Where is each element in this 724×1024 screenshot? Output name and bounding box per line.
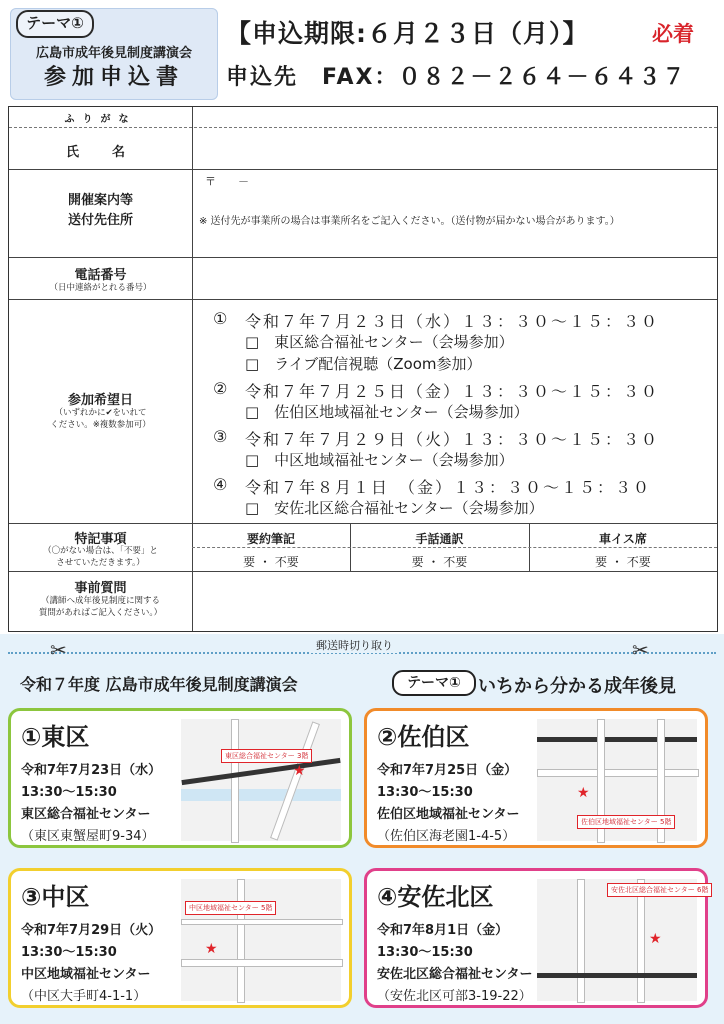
address-label-1: 開催案内等	[67, 193, 133, 208]
date-note-2: ください。※複数参加可）	[50, 420, 151, 430]
question-label: 事前質問	[74, 581, 127, 596]
option-1-number: ①	[213, 309, 230, 328]
special-col-3-head: 車イス席	[599, 532, 647, 546]
map-label: 東区総合福祉センター 3階	[221, 749, 312, 763]
map-label: 佐伯区地域福祉センター 5階	[577, 815, 675, 829]
special-label: 特記事項	[74, 532, 127, 547]
event-subtitle: 広島市成年後見制度講演会	[35, 46, 192, 61]
map-label: 安佐北区総合福祉センター 6階	[607, 883, 712, 897]
option-1-venue-checkbox[interactable]: □ 東区総合福祉センター（会場参加）	[245, 333, 514, 351]
option-1-zoom-checkbox[interactable]: □ ライブ配信視聴（Zoom参加）	[245, 355, 482, 373]
option-2-date: 令和７年７月２５日（金）１３：３０～１５：３０	[245, 382, 660, 401]
location-pin-icon: ★	[293, 763, 306, 779]
venue-building: 安佐北区総合福祉センター	[377, 967, 533, 982]
venue-name: ③中区	[21, 883, 90, 911]
furigana-label: ふりがな	[64, 114, 137, 125]
venue-building: 東区総合福祉センター	[21, 807, 151, 822]
option-2-number: ②	[213, 379, 230, 398]
option-4-number: ④	[213, 475, 230, 494]
fax-number: 申込先 FAX：０８２－２６４－６４３７	[226, 65, 687, 90]
divider	[9, 127, 717, 128]
venue-card-asakita	[364, 868, 708, 1008]
divider	[9, 299, 717, 300]
venue-name: ①東区	[21, 723, 90, 751]
application-form	[8, 106, 718, 632]
location-pin-icon: ★	[577, 785, 590, 801]
venue-time: 13:30～15:30	[21, 785, 117, 800]
venue-card-naka	[8, 868, 352, 1008]
date-label: 参加希望日	[67, 393, 133, 408]
venue-building: 中区地域福祉センター	[21, 967, 151, 982]
special-col-3-choice[interactable]: 要 ・ 不要	[595, 555, 651, 569]
venue-time: 13:30～15:30	[21, 945, 117, 960]
question-field[interactable]	[194, 573, 714, 629]
venue-map	[537, 719, 697, 841]
required-badge: 必着	[652, 22, 694, 46]
divider	[9, 257, 717, 258]
deadline: 【申込期限:６月２３日（月）】	[226, 19, 589, 48]
venue-date: 令和7年8月1日（金）	[377, 923, 509, 938]
form-title: 参加申込書	[43, 65, 184, 90]
special-col-2-choice[interactable]: 要 ・ 不要	[411, 555, 468, 569]
theme-badge: テーマ①	[392, 670, 476, 696]
divider	[9, 571, 717, 572]
venue-date: 令和7年7月29日（火）	[21, 923, 162, 938]
postal-mark: 〒 －	[205, 175, 249, 188]
divider	[192, 547, 717, 548]
scissors-icon: ✂	[632, 638, 649, 662]
special-note-1: （〇がない場合は、「不要」と	[43, 546, 158, 556]
venue-card-higashi	[8, 708, 352, 848]
venue-map	[181, 719, 341, 841]
divider	[9, 523, 717, 524]
phone-field[interactable]	[194, 259, 714, 297]
venue-name: ④安佐北区	[377, 883, 494, 911]
venue-map	[181, 879, 341, 1001]
phone-label: 電話番号	[74, 268, 127, 283]
venue-address: （中区大手町4-1-1）	[21, 989, 147, 1004]
venue-map	[537, 879, 709, 1001]
furigana-field[interactable]	[194, 107, 714, 127]
venue-building: 佐伯区地域福祉センター	[377, 807, 520, 822]
question-note-1: （講師へ成年後見制度に関する	[40, 596, 160, 606]
option-3-date: 令和７年７月２９日（火）１３：３０～１５：３０	[245, 430, 660, 449]
cut-label: 郵送時切り取り	[310, 637, 399, 653]
question-note-2: 質問があればご記入ください。）	[38, 608, 163, 618]
name-field[interactable]	[194, 129, 714, 167]
venue-address: （東区東蟹屋町9-34）	[21, 829, 155, 844]
event-title: 令和７年度 広島市成年後見制度講演会	[20, 675, 298, 694]
divider	[9, 169, 717, 170]
option-2-venue-checkbox[interactable]: □ 佐伯区地域福祉センター（会場参加）	[245, 403, 529, 421]
option-3-venue-checkbox[interactable]: □ 中区地域福祉センター（会場参加）	[245, 451, 514, 469]
option-4-date: 令和７年８月１日 （金）１３：３０～１５：３０	[245, 478, 652, 497]
venue-time: 13:30～15:30	[377, 785, 473, 800]
venue-card-saeki	[364, 708, 708, 848]
venue-address: （佐伯区海老園1-4-5）	[377, 829, 516, 844]
location-pin-icon: ★	[649, 931, 662, 947]
special-col-1-choice[interactable]: 要 ・ 不要	[243, 555, 299, 569]
option-1-date: 令和７年７月２３日（水）１３：３０～１５：３０	[245, 312, 660, 331]
option-4-venue-checkbox[interactable]: □ 安佐北区総合福祉センター（会場参加）	[245, 499, 544, 517]
special-note-2: させていただきます。）	[56, 558, 145, 568]
address-field[interactable]	[194, 171, 714, 205]
phone-note: （日中連絡がとれる番号）	[49, 283, 152, 293]
address-note: ※ 送付先が事業所の場合は事業所名をご記入ください。（送付物が届かない場合があります。）	[199, 216, 620, 227]
name-label: 氏 名	[65, 145, 135, 160]
option-3-number: ③	[213, 427, 230, 446]
special-col-1-head: 要約筆記	[246, 532, 295, 546]
venue-name: ②佐伯区	[377, 723, 470, 751]
address-label-2: 送付先住所	[67, 213, 133, 228]
theme-badge: テーマ①	[16, 10, 94, 38]
venue-date: 令和7年7月25日（金）	[377, 763, 518, 778]
date-note-1: （いずれかに✔をいれて	[54, 408, 147, 418]
venue-address: （安佐北区可部3-19-22）	[377, 989, 532, 1004]
venue-time: 13:30～15:30	[377, 945, 473, 960]
scissors-icon: ✂	[50, 638, 67, 662]
venue-date: 令和7年7月23日（水）	[21, 763, 162, 778]
special-col-2-head: 手話通訳	[415, 532, 464, 546]
location-pin-icon: ★	[205, 941, 218, 957]
map-label: 中区地域福祉センター 5階	[185, 901, 276, 915]
theme-title: いちから分かる成年後見	[478, 676, 676, 697]
